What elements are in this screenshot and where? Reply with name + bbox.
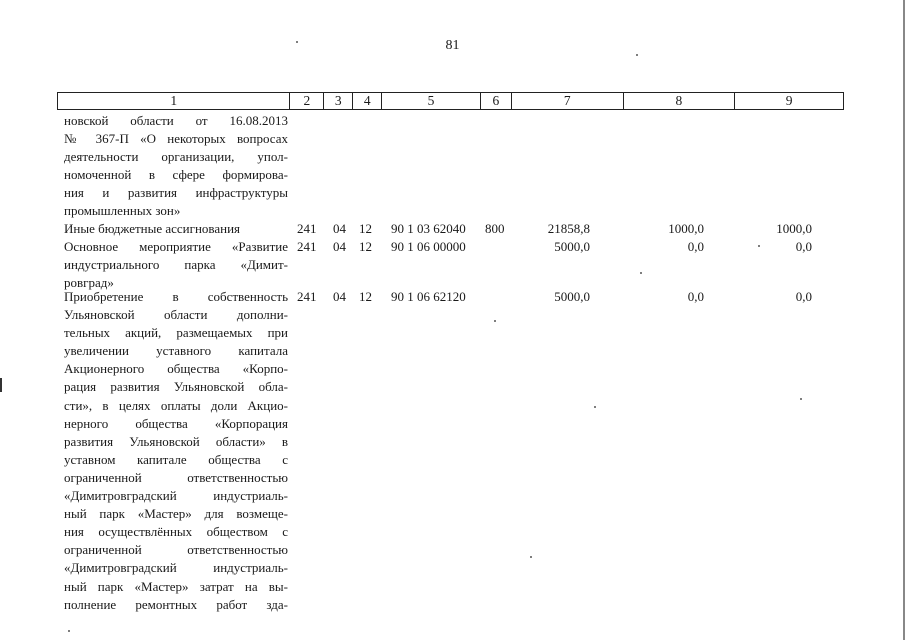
cell-col-8: 0,0 (687, 239, 704, 254)
description-line: сти», в целях оплаты доли Акцио- (64, 397, 288, 413)
cell-col-3: 04 (333, 289, 346, 304)
cell-col-4: 12 (359, 239, 372, 254)
description-line: тельных акций, размещаемых при (64, 325, 288, 341)
column-header-8: 8 (624, 93, 736, 109)
cell-col-7: 21858,8 (547, 221, 590, 236)
description-line: ограниченной ответственностью (64, 542, 288, 558)
scan-speck (296, 41, 298, 43)
cell-col-7: 5000,0 (554, 239, 590, 254)
cell-col-9: 0,0 (795, 289, 812, 304)
row-description (64, 238, 288, 292)
description-line: Акционерного общества «Корпо- (64, 361, 288, 377)
table-header-row (57, 92, 844, 110)
cell-col-2: 241 (297, 221, 317, 236)
scan-speck (594, 406, 596, 408)
column-header-4: 4 (353, 93, 382, 109)
scan-speck (800, 398, 802, 400)
description-line: Основное мероприятие «Развитие (64, 239, 288, 254)
scan-speck (494, 320, 496, 322)
column-header-6: 6 (481, 93, 512, 109)
description-line: ровград» (64, 275, 114, 291)
description-line: Приобретение в собственность (64, 289, 288, 304)
page-number: 81 (445, 38, 460, 53)
scan-speck (758, 245, 760, 247)
description-line: новской области от 16.08.2013 (64, 113, 288, 128)
description-line: ный парк «Мастер» затрат на вы- (64, 578, 288, 594)
cell-col-8: 1000,0 (668, 221, 704, 236)
description-line: увеличении уставного капитала (64, 343, 288, 359)
description-line: полнение ремонтных работ зда- (64, 596, 288, 612)
description-line: ния и развития инфраструктуры (64, 185, 288, 201)
column-header-3: 3 (324, 93, 353, 109)
cell-col-4: 12 (359, 221, 372, 236)
description-line: рация развития Ульяновской обла- (64, 379, 288, 395)
description-line: Иные бюджетные ассигнования (64, 221, 241, 236)
scan-speck (640, 272, 642, 274)
cell-col-9: 0,0 (795, 239, 812, 254)
description-line: уставном капитале общества с (64, 451, 288, 467)
description-line: ния осуществлённых обществом с (64, 524, 288, 540)
description-line: № 367-П «О некоторых вопросах (64, 131, 288, 147)
description-line: деятельности организации, упол- (64, 149, 288, 165)
description-line: нерного общества «Корпорация (64, 415, 288, 431)
description-line: промышленных зон» (64, 203, 181, 219)
row-description (64, 112, 288, 221)
description-line: «Димитровградский индустриаль- (64, 488, 288, 504)
column-header-7: 7 (512, 93, 624, 109)
row-description (64, 220, 288, 238)
description-line: ограниченной ответственностью (64, 469, 288, 485)
cell-col-3: 04 (333, 221, 346, 236)
scan-speck (636, 54, 638, 56)
description-line: «Димитровградский индустриаль- (64, 560, 288, 576)
column-header-5: 5 (382, 93, 481, 109)
description-line: индустриального парка «Димит- (64, 257, 288, 273)
cell-col-9: 1000,0 (776, 221, 812, 236)
cell-col-2: 241 (297, 289, 317, 304)
cell-col-2: 241 (297, 239, 317, 254)
cell-col-5: 90 1 06 00000 (391, 239, 466, 254)
cell-col-7: 5000,0 (554, 289, 590, 304)
cell-col-8: 0,0 (687, 289, 704, 304)
column-header-2: 2 (290, 93, 324, 109)
column-header-9: 9 (785, 93, 793, 108)
scan-mark (0, 378, 2, 392)
description-line: развития Ульяновской области» в (64, 433, 288, 449)
cell-col-5: 90 1 03 62040 (391, 221, 466, 236)
scan-speck (68, 630, 70, 632)
description-line: номоченной в сфере формирова- (64, 167, 288, 183)
cell-col-6: 800 (485, 221, 505, 236)
row-description (64, 288, 288, 614)
cell-col-5: 90 1 06 62120 (391, 289, 466, 304)
cell-col-4: 12 (359, 289, 372, 304)
scan-speck (530, 556, 532, 558)
description-line: Ульяновской области дополни- (64, 307, 288, 323)
description-line: ный парк «Мастер» для возмеще- (64, 506, 288, 522)
cell-col-3: 04 (333, 239, 346, 254)
column-header-1: 1 (58, 93, 290, 109)
